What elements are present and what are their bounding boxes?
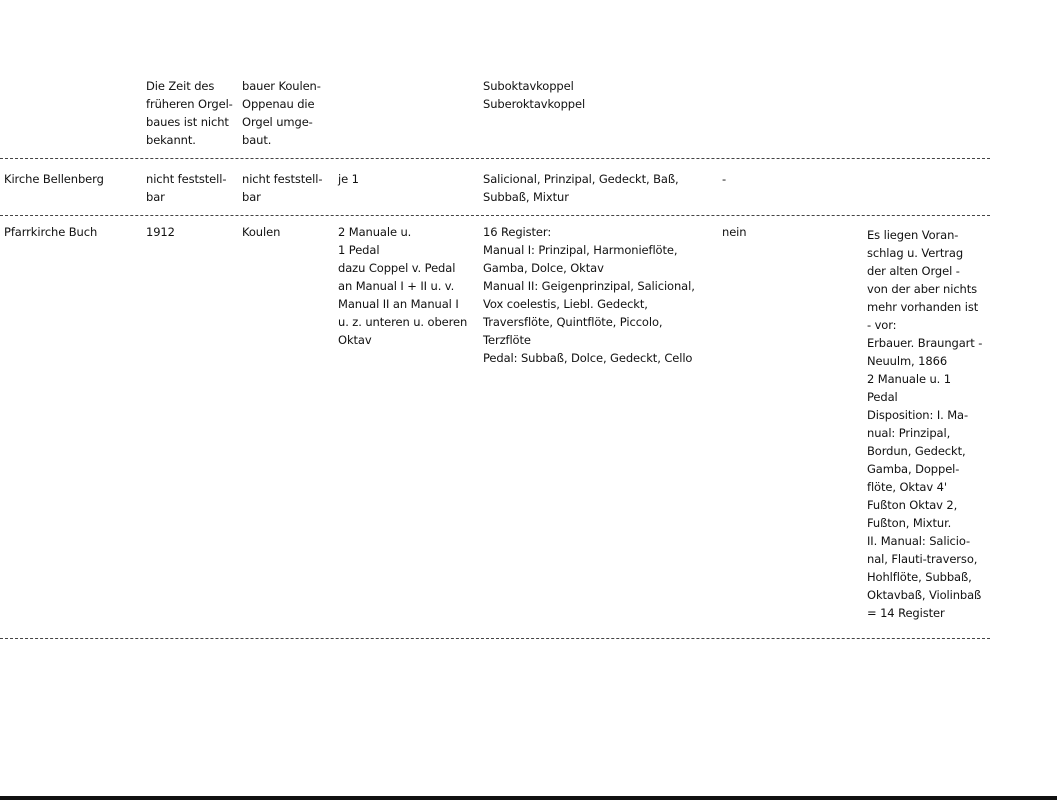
row-divider: [0, 215, 990, 216]
top-row-couplers: Suboktavkoppel Suberoktavkoppel: [483, 79, 586, 111]
buch-church-name: Pfarrkirche Buch: [4, 225, 98, 239]
top-row-date-note: Die Zeit des früheren Orgel- baues ist nicht bekannt.: [146, 79, 233, 147]
bellenberg-status: -: [722, 172, 727, 186]
bellenberg-church-name: Kirche Bellenberg: [4, 172, 104, 186]
bellenberg-build-year: nicht feststell- bar: [146, 172, 227, 204]
buch-build-year: 1912: [146, 225, 175, 239]
top-row-builder-note: bauer Koulen- Oppenau die Orgel umge- baut.: [242, 79, 321, 147]
row-divider: [0, 158, 990, 159]
bellenberg-registers: Salicional, Prinzipal, Gedeckt, Baß, Subbaß, Mixtur: [483, 172, 679, 204]
buch-builder: Koulen: [242, 225, 281, 239]
row-divider: [0, 638, 990, 639]
scan-bottom-edge: [0, 796, 1057, 800]
buch-remarks: Es liegen Voran- schlag u. Vertrag der alten Orgel - von der aber nichts mehr vorhanden ist - vor: Erbauer. Braungart - Neuulm, 1866 2 Manuale u. 1 Pedal Disposition: I. Ma- nual: Prinzipal, Bordun, Gedeckt, Gamba, Doppel- flöte, Oktav 4' Fußton Oktav 2, Fußton, Mixtur. II. Manual: Salicio- nal, Flauti-traverso, Hohlflöte, Subbaß, Oktavbaß, Violinbaß = 14 Register: [867, 228, 983, 620]
bellenberg-builder: nicht feststell- bar: [242, 172, 323, 204]
buch-status: nein: [722, 225, 747, 239]
buch-manuals: 2 Manuale u. 1 Pedal dazu Coppel v. Pedal an Manual I + II u. v. Manual II an Manual I u. z. unteren u. oberen Oktav: [338, 225, 468, 347]
bellenberg-manuals: je 1: [338, 172, 359, 186]
buch-registers: 16 Register: Manual I: Prinzipal, Harmonieflöte, Gamba, Dolce, Oktav Manual II: Geigenprinzipal, Salicional, Vox coelestis, Liebl. Gedeckt, Traversflöte, Quintflöte, Piccolo, Terzflöte Pedal: Subbaß, Dolce, Gedeckt, Cello: [483, 225, 695, 365]
